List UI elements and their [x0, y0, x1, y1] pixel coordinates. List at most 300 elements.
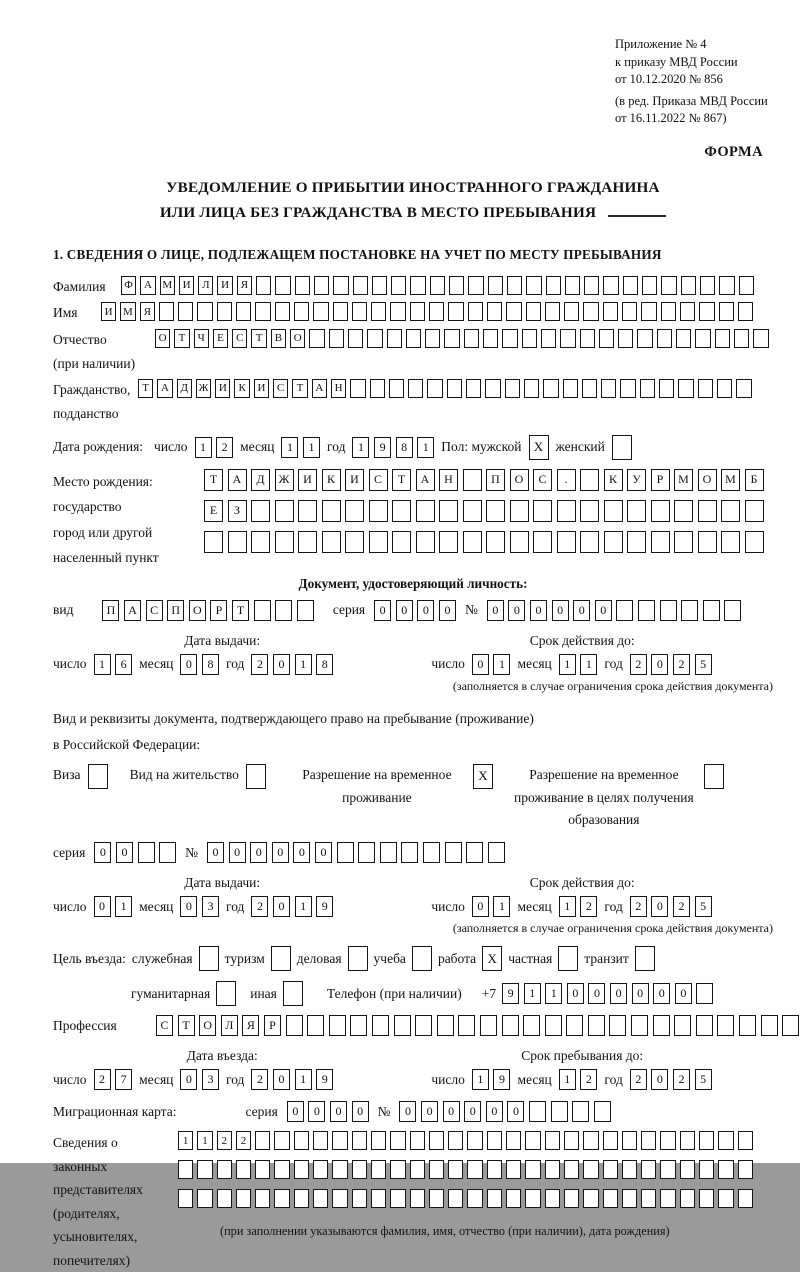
form-cell[interactable] [410, 1160, 425, 1179]
form-cell[interactable] [423, 842, 440, 863]
form-cell[interactable]: Т [292, 379, 307, 398]
form-cell[interactable] [416, 500, 435, 522]
form-cell[interactable]: 9 [502, 983, 519, 1004]
form-cell[interactable]: 0 [273, 1069, 290, 1090]
form-cell[interactable]: Л [221, 1015, 238, 1036]
form-cell[interactable] [307, 1015, 324, 1036]
form-cell[interactable] [603, 1160, 618, 1179]
form-cell[interactable] [659, 379, 674, 398]
form-cell[interactable] [485, 379, 500, 398]
form-cell[interactable] [583, 1189, 598, 1208]
form-cell[interactable]: М [120, 302, 135, 321]
form-cell[interactable]: 0 [287, 1101, 304, 1122]
form-cell[interactable] [463, 531, 482, 553]
form-cell[interactable] [616, 600, 633, 621]
form-cell[interactable] [322, 500, 341, 522]
form-cell[interactable] [603, 1189, 618, 1208]
form-cell[interactable]: П [102, 600, 119, 621]
form-cell[interactable] [448, 1189, 463, 1208]
form-cell[interactable] [445, 842, 462, 863]
form-cell[interactable]: Ф [121, 276, 136, 295]
form-cell[interactable] [529, 1101, 546, 1122]
form-cell[interactable] [228, 531, 247, 553]
form-cell[interactable] [526, 276, 541, 295]
form-cell[interactable] [704, 764, 724, 789]
form-cell[interactable]: 2 [580, 896, 597, 917]
form-cell[interactable] [603, 302, 618, 321]
form-cell[interactable] [680, 1160, 695, 1179]
form-cell[interactable]: О [155, 329, 170, 348]
form-cell[interactable] [719, 276, 734, 295]
form-cell[interactable] [588, 1015, 605, 1036]
form-cell[interactable]: З [228, 500, 247, 522]
form-cell[interactable] [430, 276, 445, 295]
form-cell[interactable] [738, 302, 753, 321]
form-cell[interactable] [197, 302, 212, 321]
form-cell[interactable]: 1 [295, 896, 312, 917]
form-cell[interactable]: И [215, 379, 230, 398]
form-cell[interactable]: 5 [695, 1069, 712, 1090]
form-cell[interactable]: X [473, 764, 493, 789]
form-cell[interactable] [676, 329, 691, 348]
form-cell[interactable] [392, 531, 411, 553]
form-cell[interactable] [594, 1101, 611, 1122]
form-cell[interactable] [696, 1015, 713, 1036]
form-cell[interactable]: 1 [195, 437, 212, 458]
form-cell[interactable]: 9 [316, 896, 333, 917]
form-cell[interactable] [410, 276, 425, 295]
form-cell[interactable]: О [189, 600, 206, 621]
form-cell[interactable]: 9 [374, 437, 391, 458]
form-cell[interactable] [660, 600, 677, 621]
form-cell[interactable]: 6 [115, 654, 132, 675]
form-cell[interactable] [678, 379, 693, 398]
form-cell[interactable] [372, 1015, 389, 1036]
form-cell[interactable] [546, 276, 561, 295]
form-cell[interactable] [274, 1189, 289, 1208]
form-cell[interactable] [236, 1189, 251, 1208]
form-cell[interactable] [603, 1131, 618, 1150]
form-cell[interactable] [314, 276, 329, 295]
form-cell[interactable] [745, 500, 764, 522]
form-cell[interactable] [718, 1131, 733, 1150]
form-cell[interactable]: 0 [180, 896, 197, 917]
form-cell[interactable]: 0 [486, 1101, 503, 1122]
form-cell[interactable] [533, 500, 552, 522]
form-cell[interactable] [721, 500, 740, 522]
form-cell[interactable]: 1 [559, 654, 576, 675]
form-cell[interactable] [622, 1131, 637, 1150]
form-cell[interactable] [627, 531, 646, 553]
form-cell[interactable]: Н [439, 469, 458, 491]
form-cell[interactable] [392, 500, 411, 522]
form-cell[interactable] [197, 1189, 212, 1208]
form-cell[interactable] [487, 1189, 502, 1208]
form-cell[interactable] [159, 842, 176, 863]
form-cell[interactable] [429, 1189, 444, 1208]
form-cell[interactable] [408, 379, 423, 398]
form-cell[interactable] [724, 600, 741, 621]
form-cell[interactable]: 2 [251, 1069, 268, 1090]
form-cell[interactable] [275, 600, 292, 621]
form-cell[interactable]: 0 [180, 1069, 197, 1090]
form-cell[interactable] [466, 379, 481, 398]
form-cell[interactable] [345, 531, 364, 553]
form-cell[interactable]: 2 [630, 896, 647, 917]
form-cell[interactable] [502, 1015, 519, 1036]
form-cell[interactable] [584, 276, 599, 295]
form-cell[interactable] [680, 1189, 695, 1208]
form-cell[interactable] [390, 1189, 405, 1208]
form-cell[interactable] [329, 329, 344, 348]
form-cell[interactable]: Ж [275, 469, 294, 491]
form-cell[interactable]: 1 [472, 1069, 489, 1090]
form-cell[interactable]: 1 [524, 983, 541, 1004]
form-cell[interactable] [572, 1101, 589, 1122]
form-cell[interactable] [557, 500, 576, 522]
form-cell[interactable]: О [698, 469, 717, 491]
form-cell[interactable]: И [298, 469, 317, 491]
form-cell[interactable] [642, 276, 657, 295]
form-cell[interactable] [322, 531, 341, 553]
form-cell[interactable] [313, 302, 328, 321]
form-cell[interactable]: Т [138, 379, 153, 398]
form-cell[interactable]: 0 [293, 842, 310, 863]
form-cell[interactable]: 0 [443, 1101, 460, 1122]
form-cell[interactable]: 2 [251, 654, 268, 675]
form-cell[interactable] [337, 842, 354, 863]
form-cell[interactable] [699, 1160, 714, 1179]
form-cell[interactable]: 0 [653, 983, 670, 1004]
form-cell[interactable]: 0 [352, 1101, 369, 1122]
form-cell[interactable]: К [604, 469, 623, 491]
form-cell[interactable]: 1 [295, 1069, 312, 1090]
form-cell[interactable]: И [101, 302, 116, 321]
form-cell[interactable] [255, 1160, 270, 1179]
form-cell[interactable] [294, 1131, 309, 1150]
form-cell[interactable]: 2 [673, 654, 690, 675]
form-cell[interactable]: С [369, 469, 388, 491]
form-cell[interactable]: К [322, 469, 341, 491]
form-cell[interactable]: 2 [217, 1131, 232, 1150]
form-cell[interactable] [371, 1131, 386, 1150]
form-cell[interactable]: С [273, 379, 288, 398]
form-cell[interactable] [761, 1015, 778, 1036]
form-cell[interactable] [719, 302, 734, 321]
form-cell[interactable]: А [140, 276, 155, 295]
form-cell[interactable]: 8 [316, 654, 333, 675]
form-cell[interactable] [680, 302, 695, 321]
form-cell[interactable] [294, 302, 309, 321]
form-cell[interactable] [718, 1160, 733, 1179]
form-cell[interactable]: 0 [417, 600, 434, 621]
form-cell[interactable] [660, 1160, 675, 1179]
form-cell[interactable]: А [124, 600, 141, 621]
form-cell[interactable]: 0 [421, 1101, 438, 1122]
form-cell[interactable] [580, 469, 599, 491]
form-cell[interactable] [178, 1189, 193, 1208]
form-cell[interactable] [332, 1131, 347, 1150]
form-cell[interactable]: С [156, 1015, 173, 1036]
form-cell[interactable] [736, 379, 751, 398]
form-cell[interactable] [427, 379, 442, 398]
form-cell[interactable]: Т [204, 469, 223, 491]
form-cell[interactable] [721, 531, 740, 553]
form-cell[interactable]: 0 [675, 983, 692, 1004]
form-cell[interactable] [699, 302, 714, 321]
form-cell[interactable] [467, 1189, 482, 1208]
form-cell[interactable] [715, 329, 730, 348]
form-cell[interactable] [698, 531, 717, 553]
form-cell[interactable] [412, 946, 432, 971]
form-cell[interactable] [332, 1160, 347, 1179]
form-cell[interactable]: Ж [196, 379, 211, 398]
form-cell[interactable]: А [228, 469, 247, 491]
form-cell[interactable] [522, 329, 537, 348]
form-cell[interactable]: 5 [695, 654, 712, 675]
form-cell[interactable]: 1 [303, 437, 320, 458]
form-cell[interactable] [533, 531, 552, 553]
form-cell[interactable] [391, 276, 406, 295]
form-cell[interactable] [216, 981, 236, 1006]
form-cell[interactable] [178, 302, 193, 321]
form-cell[interactable]: М [721, 469, 740, 491]
form-cell[interactable]: 0 [439, 600, 456, 621]
form-cell[interactable]: О [510, 469, 529, 491]
form-cell[interactable] [604, 500, 623, 522]
form-cell[interactable] [275, 531, 294, 553]
form-cell[interactable] [138, 842, 155, 863]
form-cell[interactable] [487, 1160, 502, 1179]
form-cell[interactable] [367, 329, 382, 348]
form-cell[interactable] [463, 469, 482, 491]
form-cell[interactable]: 0 [487, 600, 504, 621]
form-cell[interactable] [661, 302, 676, 321]
form-cell[interactable]: К [234, 379, 249, 398]
form-cell[interactable]: 2 [673, 1069, 690, 1090]
form-cell[interactable] [604, 531, 623, 553]
form-cell[interactable]: 1 [281, 437, 298, 458]
form-cell[interactable]: 1 [352, 437, 369, 458]
form-cell[interactable] [565, 276, 580, 295]
form-cell[interactable] [699, 1131, 714, 1150]
form-cell[interactable] [653, 1015, 670, 1036]
form-cell[interactable]: Д [177, 379, 192, 398]
form-cell[interactable] [507, 276, 522, 295]
form-cell[interactable] [580, 329, 595, 348]
form-cell[interactable] [660, 1131, 675, 1150]
form-cell[interactable] [390, 1160, 405, 1179]
form-cell[interactable]: О [290, 329, 305, 348]
form-cell[interactable]: 2 [630, 654, 647, 675]
form-cell[interactable]: 5 [695, 896, 712, 917]
form-cell[interactable] [583, 1160, 598, 1179]
form-cell[interactable] [199, 946, 219, 971]
form-cell[interactable] [439, 531, 458, 553]
form-cell[interactable]: 1 [580, 654, 597, 675]
form-cell[interactable]: И [345, 469, 364, 491]
form-cell[interactable] [551, 1101, 568, 1122]
form-cell[interactable]: Я [237, 276, 252, 295]
form-cell[interactable]: 2 [216, 437, 233, 458]
form-cell[interactable] [298, 531, 317, 553]
form-cell[interactable] [236, 302, 251, 321]
form-cell[interactable] [660, 1189, 675, 1208]
form-cell[interactable]: Т [178, 1015, 195, 1036]
form-cell[interactable] [197, 1160, 212, 1179]
form-cell[interactable] [271, 946, 291, 971]
form-cell[interactable] [681, 600, 698, 621]
form-cell[interactable] [641, 1131, 656, 1150]
form-cell[interactable] [352, 302, 367, 321]
form-cell[interactable] [256, 276, 271, 295]
form-cell[interactable]: 0 [374, 600, 391, 621]
form-cell[interactable] [510, 531, 529, 553]
form-cell[interactable] [558, 946, 578, 971]
form-cell[interactable]: А [157, 379, 172, 398]
form-cell[interactable] [275, 302, 290, 321]
form-cell[interactable] [464, 329, 479, 348]
form-cell[interactable] [348, 329, 363, 348]
form-cell[interactable]: 0 [399, 1101, 416, 1122]
form-cell[interactable] [447, 379, 462, 398]
form-cell[interactable] [406, 329, 421, 348]
form-cell[interactable] [371, 1160, 386, 1179]
form-cell[interactable]: С [232, 329, 247, 348]
form-cell[interactable] [618, 329, 633, 348]
form-cell[interactable] [734, 329, 749, 348]
form-cell[interactable]: 0 [472, 654, 489, 675]
form-cell[interactable] [622, 1189, 637, 1208]
form-cell[interactable] [467, 1131, 482, 1150]
form-cell[interactable] [468, 276, 483, 295]
form-cell[interactable] [524, 379, 539, 398]
form-cell[interactable] [416, 531, 435, 553]
form-cell[interactable]: Я [242, 1015, 259, 1036]
form-cell[interactable]: 0 [651, 1069, 668, 1090]
form-cell[interactable] [444, 329, 459, 348]
form-cell[interactable] [380, 842, 397, 863]
form-cell[interactable]: 8 [202, 654, 219, 675]
form-cell[interactable] [717, 1015, 734, 1036]
form-cell[interactable] [681, 276, 696, 295]
form-cell[interactable] [369, 500, 388, 522]
form-cell[interactable]: X [482, 946, 502, 971]
form-cell[interactable]: 0 [94, 896, 111, 917]
form-cell[interactable]: 1 [94, 654, 111, 675]
form-cell[interactable]: Н [331, 379, 346, 398]
form-cell[interactable] [603, 276, 618, 295]
form-cell[interactable]: П [486, 469, 505, 491]
form-cell[interactable] [635, 946, 655, 971]
form-cell[interactable]: 0 [250, 842, 267, 863]
form-cell[interactable] [429, 1131, 444, 1150]
form-cell[interactable]: 0 [651, 654, 668, 675]
form-cell[interactable] [557, 531, 576, 553]
form-cell[interactable] [255, 1131, 270, 1150]
form-cell[interactable]: 0 [595, 600, 612, 621]
form-cell[interactable] [275, 276, 290, 295]
form-cell[interactable]: М [160, 276, 175, 295]
form-cell[interactable]: 9 [493, 1069, 510, 1090]
form-cell[interactable] [564, 1160, 579, 1179]
form-cell[interactable] [329, 1015, 346, 1036]
form-cell[interactable] [352, 1160, 367, 1179]
form-cell[interactable]: Я [140, 302, 155, 321]
form-cell[interactable] [695, 329, 710, 348]
form-cell[interactable] [353, 276, 368, 295]
form-cell[interactable]: 1 [197, 1131, 212, 1150]
form-cell[interactable]: 2 [236, 1131, 251, 1150]
form-cell[interactable]: 0 [207, 842, 224, 863]
form-cell[interactable] [283, 981, 303, 1006]
form-cell[interactable] [390, 302, 405, 321]
form-cell[interactable]: 2 [251, 896, 268, 917]
form-cell[interactable] [246, 764, 266, 789]
form-cell[interactable]: X [529, 435, 549, 460]
form-cell[interactable] [350, 1015, 367, 1036]
form-cell[interactable] [506, 302, 521, 321]
form-cell[interactable]: 0 [573, 600, 590, 621]
form-cell[interactable] [739, 1015, 756, 1036]
form-cell[interactable] [545, 1189, 560, 1208]
form-cell[interactable] [313, 1160, 328, 1179]
form-cell[interactable] [525, 1160, 540, 1179]
form-cell[interactable]: 0 [308, 1101, 325, 1122]
form-cell[interactable] [429, 302, 444, 321]
form-cell[interactable] [390, 1131, 405, 1150]
form-cell[interactable] [680, 1131, 695, 1150]
form-cell[interactable] [486, 500, 505, 522]
form-cell[interactable] [745, 531, 764, 553]
form-cell[interactable] [703, 600, 720, 621]
form-cell[interactable]: 0 [273, 654, 290, 675]
form-cell[interactable] [159, 302, 174, 321]
form-cell[interactable] [483, 329, 498, 348]
form-cell[interactable] [523, 1015, 540, 1036]
form-cell[interactable] [255, 1189, 270, 1208]
form-cell[interactable] [698, 500, 717, 522]
form-cell[interactable] [674, 1015, 691, 1036]
form-cell[interactable] [345, 500, 364, 522]
form-cell[interactable]: 0 [273, 896, 290, 917]
form-cell[interactable]: 0 [530, 600, 547, 621]
form-cell[interactable]: О [199, 1015, 216, 1036]
form-cell[interactable] [583, 1131, 598, 1150]
form-cell[interactable]: 0 [180, 654, 197, 675]
form-cell[interactable] [641, 1160, 656, 1179]
form-cell[interactable] [369, 531, 388, 553]
form-cell[interactable] [333, 302, 348, 321]
form-cell[interactable] [309, 329, 324, 348]
form-cell[interactable] [638, 600, 655, 621]
form-cell[interactable]: 1 [178, 1131, 193, 1150]
form-cell[interactable] [425, 329, 440, 348]
form-cell[interactable] [251, 500, 270, 522]
form-cell[interactable]: А [416, 469, 435, 491]
form-cell[interactable] [480, 1015, 497, 1036]
form-cell[interactable] [545, 1015, 562, 1036]
form-cell[interactable] [488, 276, 503, 295]
form-cell[interactable] [563, 379, 578, 398]
form-cell[interactable]: . [557, 469, 576, 491]
form-cell[interactable] [448, 1160, 463, 1179]
form-cell[interactable]: П [167, 600, 184, 621]
form-cell[interactable]: Б [745, 469, 764, 491]
form-cell[interactable]: М [674, 469, 693, 491]
form-cell[interactable] [545, 302, 560, 321]
form-cell[interactable] [410, 1131, 425, 1150]
